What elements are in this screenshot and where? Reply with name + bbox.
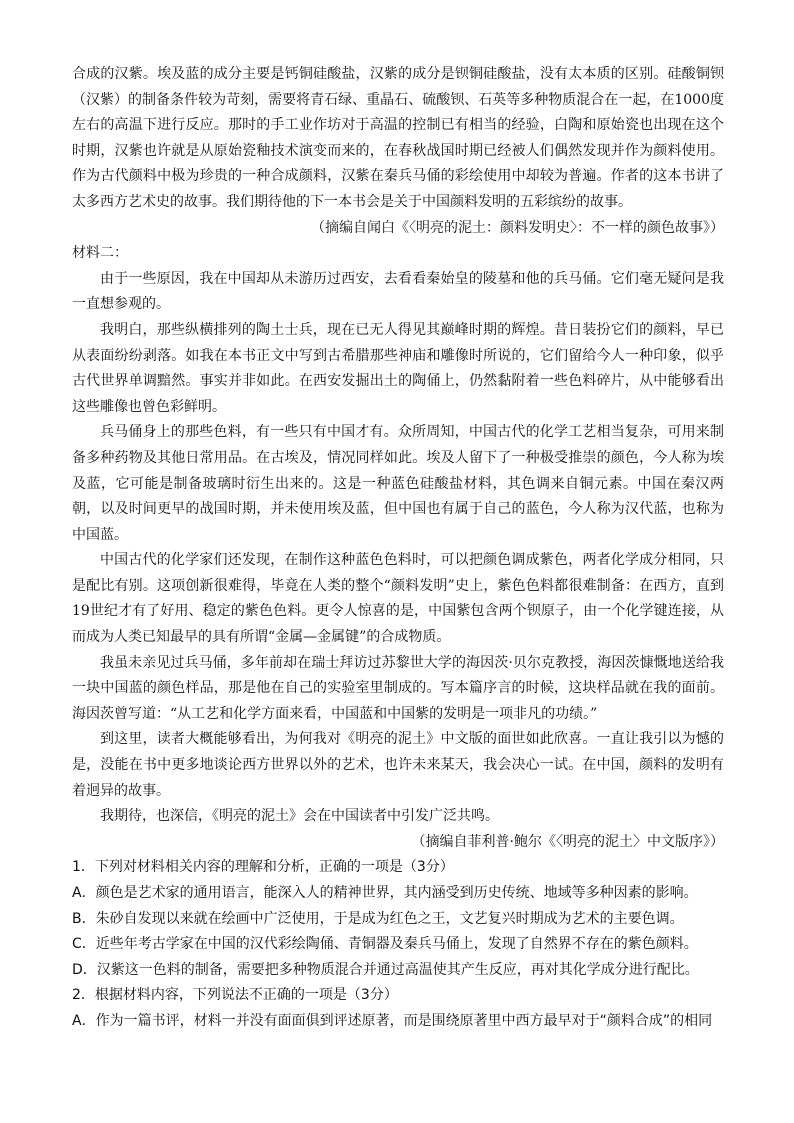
material2-paragraph-1: 由于一些原因，我在中国却从未游历过西安，去看看秦始皇的陵墓和他的兵马俑。它们毫无疑问是我一直想参观的。 [72,270,724,313]
question-1-option-d: D．汉紫这一色料的制备，需要把多种物质混合并通过高温使其产生反应，再对其化学成分进行配比。 [72,961,699,978]
material2-label: 材料二： [72,245,128,262]
question-2-option-a: A．作为一篇书评，材料一并没有面面俱到评述原著，而是围绕原著里中西方最早对于“颜料合成”的相同 [72,1012,713,1029]
question-1-option-c: C．近些年考古学家在中国的汉代彩绘陶俑、青铜器及秦兵马俑上，发现了自然界不存在的紫色颜料。 [72,936,698,953]
question-1-option-a: A．颜色是艺术家的通用语言，能深入人的精神世界，其内涵受到历史传统、地域等多种因素的影响。 [72,885,698,901]
page-content [72,62,724,1035]
question-1-stem: 1．下列对材料相关内容的理解和分析，正确的一项是（3分） [72,859,454,876]
material2-paragraph-4: 中国古代的化学家们还发现，在制作这种蓝色色料时，可以把颜色调成紫色，两者化学成分相同，只是配比有别。这项创新很难得，毕竟在人类的整个“颜料发明”史上，紫色色料都很难制备：在西方，直到19世纪才有了好用、稳定的紫色色料。更令人惊喜的是，中国紫包含两个钡原子，由一个化学键连接，从而成为人类已知最早的具有所谓“金属—金属键”的合成物质。 [72,552,724,646]
material2-source: （摘编自菲利普·鲍尔《〈明亮的泥土〉中文版序》） [411,833,724,850]
material1-source: （摘编自闻白《〈明亮的泥土：颜料发明史〉：不一样的颜色故事》） [311,219,724,236]
material1-paragraph: 合成的汉紫。埃及蓝的成分主要是钙铜硅酸盐，汉紫的成分是钡铜硅酸盐，没有太本质的区别。硅酸铜钡（汉紫）的制备条件较为苛刻，需要将青石绿、重晶石、硫酸钡、石英等多种物质混合在一起，在1000度左右的高温下进行反应。那时的手工业作坊对于高温的控制已有相当的经验，白陶和原始瓷也出现在这个时期，汉紫也许就是从原始瓷釉技术演变而来的，在春秋战国时期已经被人们偶然发现并作为颜料使用。作为古代颜料中极为珍贵的一种合成颜料，汉紫在秦兵马俑的彩绘使用中却较为普遍。作者的这本书讲了太多西方艺术史的故事。我们期待他的下一本书会是关于中国颜料发明的五彩缤纷的故事。 [72,66,724,210]
question-2-stem: 2．根据材料内容，下列说法不正确的一项是（3分） [72,987,398,1004]
material2-paragraph-5: 我虽未亲见过兵马俑，多年前却在瑞士拜访过苏黎世大学的海因茨·贝尔克教授，海因茨慷慨地送给我一块中国蓝的颜色样品，那是他在自己的实验室里制成的。写本篇序言的时候，这块样品就在我的面前。海因茨曾写道：“从工艺和化学方面来看，中国蓝和中国紫的发明是一项非凡的功绩。” [72,654,724,722]
material2-paragraph-2: 我明白，那些纵横排列的陶土士兵，现在已无人得见其巅峰时期的辉煌。昔日装扮它们的颜料，早已从表面纷纷剥落。如我在本书正文中写到古希腊那些神庙和雕像时所说的，它们留给今人一种印象，似乎古代世界单调黯然。事实并非如此。在西安发掘出土的陶俑上，仍然黏附着一些色料碎片，从中能够看出这些雕像也曾色彩鲜明。 [72,321,724,415]
question-1-option-b: B．朱砂自发现以来就在绘画中广泛使用，于是成为红色之王，文艺复兴时期成为艺术的主要色调。 [72,910,684,927]
material2-paragraph-7: 我期待，也深信，《明亮的泥土》会在中国读者中引发广泛共鸣。 [100,808,499,825]
material2-paragraph-3: 兵马俑身上的那些色料，有一些只有中国才有。众所周知，中国古代的化学工艺相当复杂，可用来制备多种药物及其他日常用品。在古埃及，情况同样如此。埃及人留下了一种极受推崇的颜色，今人称为埃及蓝，它可能是制备玻璃时衍生出来的。这是一种蓝色硅酸盐材料，其色调来自铜元素。中国在秦汉两朝，以及时间更早的战国时期，并未使用埃及蓝，但中国也有属于自己的蓝色，今人称为汉代蓝，也称为中国蓝。 [72,424,724,543]
material2-paragraph-6: 到这里，读者大概能够看出，为何我对《明亮的泥土》中文版的面世如此欣喜。一直让我引以为憾的是，没能在书中更多地谈论西方世界以外的艺术，也许未来某天，我会决心一试。在中国，颜料的发明有着迥异的故事。 [72,731,724,799]
